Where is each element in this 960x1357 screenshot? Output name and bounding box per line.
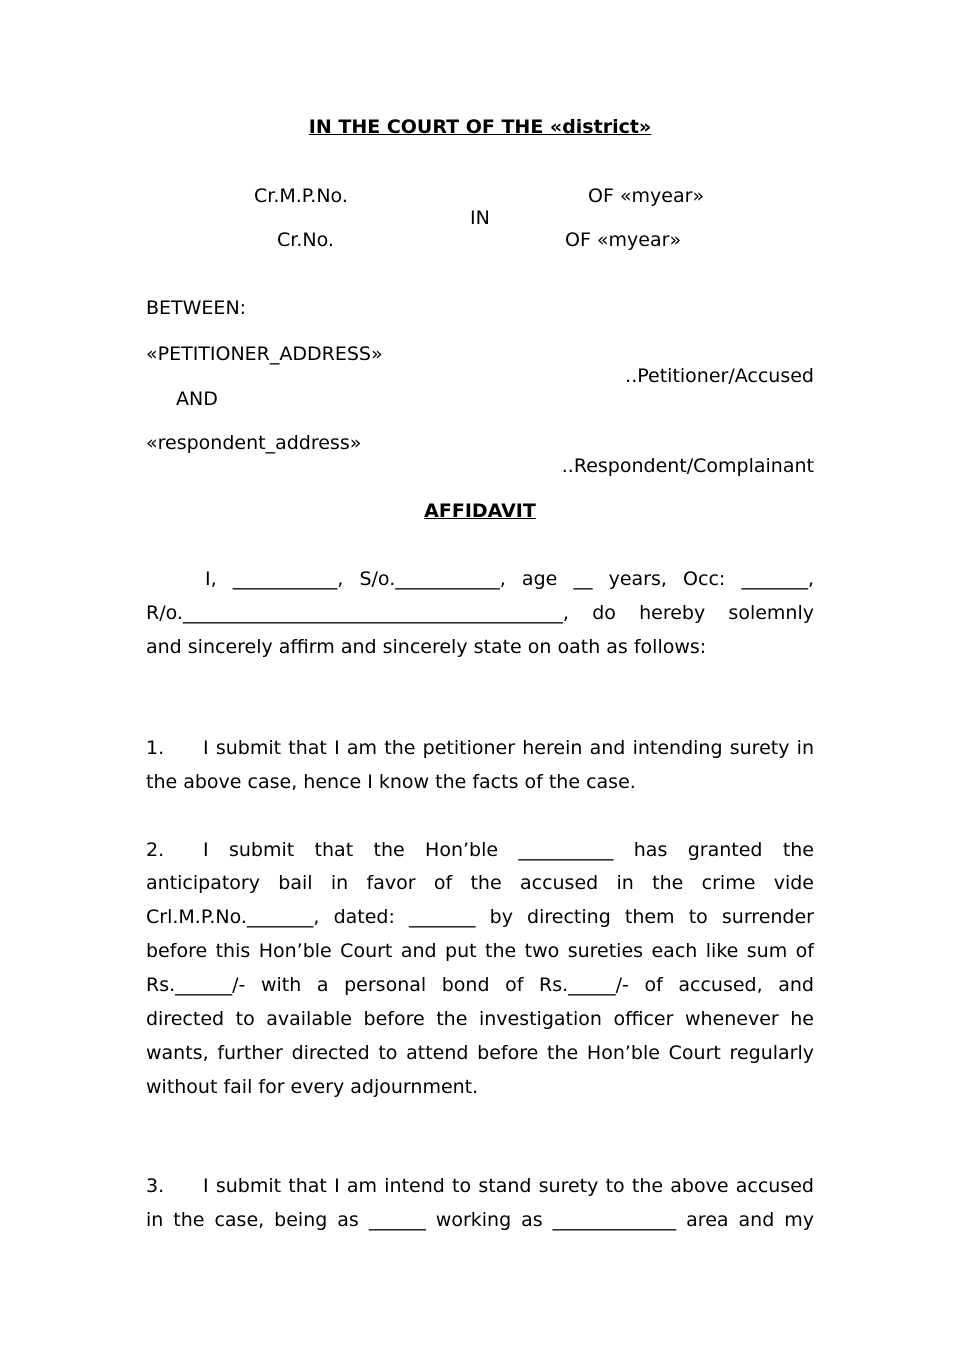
respondent-role: ..Respondent/Complainant [561, 455, 814, 477]
paragraph-2-line: wants, further directed to attend before the Hon’ble Court regularly [146, 1042, 814, 1064]
paragraph-2-line: Crl.M.P.No._______, dated: _______ by directing them to surrender [146, 906, 814, 928]
case-in-label: IN [470, 207, 490, 229]
paragraph-number: 1. [146, 737, 165, 759]
case-number-cr: Cr.No. [277, 229, 334, 251]
case-number-crmp: Cr.M.P.No. [254, 185, 348, 207]
paragraph-3-line [146, 1169, 814, 1203]
between-label: BETWEEN: [146, 297, 247, 319]
respondent-address: «respondent_address» [146, 432, 362, 454]
paragraph-2-line: Rs.______/- with a personal bond of Rs._____/- of accused, and [146, 974, 814, 996]
paragraph-2-line: anticipatory bail in favor of the accused in the crime vide [146, 872, 814, 894]
intro-line-text: I, ___________, S/o.___________, age __ years, Occ: _______, [205, 568, 814, 590]
paragraph-text: I submit that I am the petitioner herein and intending surety in [203, 737, 814, 759]
paragraph-2-line: without fail for every adjournment. [146, 1076, 479, 1098]
paragraph-2-line [146, 833, 814, 867]
intro-line: R/o.________________________________________, do hereby solemnly [146, 602, 814, 624]
paragraph-text: I submit that I am intend to stand surety to the above accused [203, 1175, 814, 1197]
affidavit-title: AFFIDAVIT [424, 500, 536, 522]
petitioner-role: ..Petitioner/Accused [625, 365, 814, 387]
case-year-2: OF «myear» [565, 229, 682, 251]
paragraph-1-line: the above case, hence I know the facts of the case. [146, 771, 636, 793]
paragraph-text: I submit that the Hon’ble __________ has granted the [203, 839, 814, 861]
paragraph-number: 2. [146, 839, 165, 861]
paragraph-2-line: directed to available before the investigation officer whenever he [146, 1008, 814, 1030]
paragraph-2-line: before this Hon’ble Court and put the two sureties each like sum of [146, 940, 814, 962]
court-title: IN THE COURT OF THE «district» [308, 116, 652, 138]
petitioner-address: «PETITIONER_ADDRESS» [146, 343, 383, 365]
paragraph-1-line [146, 731, 814, 765]
and-label: AND [176, 388, 218, 410]
paragraph-number: 3. [146, 1175, 165, 1197]
intro-line: and sincerely affirm and sincerely state on oath as follows: [146, 636, 707, 658]
paragraph-3-line: in the case, being as ______ working as _____________ area and my [146, 1209, 814, 1231]
case-year-1: OF «myear» [588, 185, 705, 207]
intro-line [146, 562, 814, 596]
